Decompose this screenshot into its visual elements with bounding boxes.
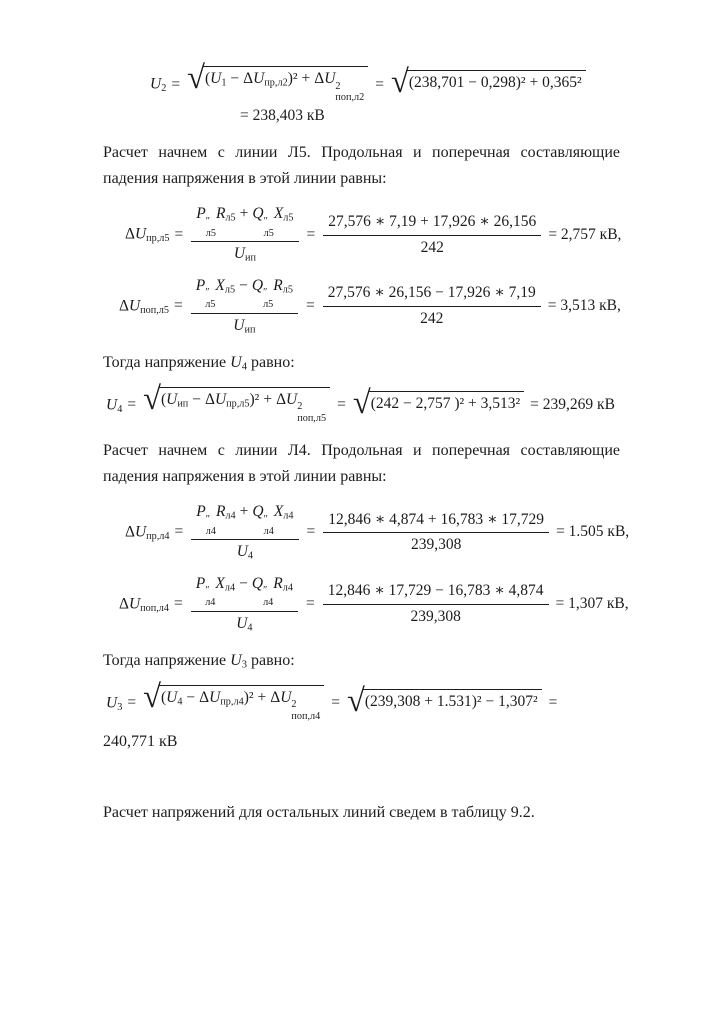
line-then-u3	[103, 648, 620, 675]
denominator	[191, 612, 298, 635]
var-du: U	[134, 523, 147, 541]
superscript: ″	[263, 585, 268, 597]
text: Тогда напряжение	[103, 354, 231, 372]
equals-sign: =	[173, 297, 183, 315]
var-u4: U	[230, 354, 242, 372]
minus-sign: −	[239, 574, 248, 592]
subscript: поп,л5	[140, 304, 169, 316]
denominator: 239,308	[410, 536, 462, 554]
numerator	[191, 204, 298, 242]
subscript: л4	[225, 510, 236, 522]
delta: Δ	[199, 688, 210, 706]
superscript: ″	[263, 287, 268, 299]
text: равно:	[246, 652, 295, 670]
fraction-numeric	[323, 283, 541, 330]
subscript: пр,л2	[264, 77, 288, 89]
radical-icon: √	[352, 385, 371, 422]
delta: Δ	[125, 225, 135, 243]
delta: Δ	[119, 595, 129, 612]
paren: (	[204, 70, 211, 87]
minus-sign: −	[230, 70, 240, 87]
equals-sign: =	[548, 694, 558, 712]
paragraph-line-l4: Расчет начнем с линии Л4. Продольная и поперечная составляющие падения напряжения в этой линии равны:	[103, 441, 620, 485]
var-p: P	[195, 276, 206, 294]
result-value: = 238,403 кВ	[240, 107, 325, 125]
result-value: 240,771 кВ	[103, 732, 178, 750]
subscript: л5	[224, 284, 236, 296]
subscript: 3	[117, 701, 123, 713]
numerator: 27,576 ∗ 26,156 − 17,926 ∗ 7,19	[323, 283, 541, 307]
equals-sign: =	[174, 523, 184, 541]
numerator	[191, 502, 298, 540]
equals-sign: =	[171, 75, 181, 93]
var-u: U	[236, 614, 248, 632]
var-du: U	[128, 297, 141, 315]
result-value: = 3,513 кВ,	[547, 297, 621, 315]
numerator: 12,846 ∗ 17,729 − 16,783 ∗ 4,874	[323, 581, 549, 605]
text: Тогда напряжение	[103, 652, 231, 670]
equation-u2-line2	[240, 106, 620, 127]
var-r: R	[215, 205, 226, 223]
numerator: 27,576 ∗ 7,19 + 17,926 ∗ 26,156	[323, 212, 541, 236]
var-du: U	[134, 225, 147, 243]
paren: (	[160, 688, 167, 706]
equals-sign: =	[127, 694, 137, 712]
subscript: ип	[177, 398, 189, 410]
var-u3: U	[230, 652, 242, 670]
equals-sign: =	[173, 595, 183, 612]
var-u2: U	[150, 75, 162, 93]
radical-icon: √	[346, 683, 365, 720]
paragraph-final: Расчет напряжений для остальных линий сведем в таблицу 9.2.	[103, 804, 535, 822]
subscript: 4	[241, 361, 247, 373]
subscript: л4	[263, 597, 274, 609]
sup-sub-stack	[263, 585, 273, 609]
sup-sub-stack	[264, 216, 274, 240]
superscript: 2	[335, 80, 341, 92]
equals-sign: =	[375, 75, 384, 93]
var-uip: U	[166, 390, 178, 408]
radicand: (242 − 2,757 )² + 3,513²	[369, 391, 524, 415]
radicand	[159, 387, 330, 425]
plus-sign: +	[301, 70, 311, 87]
delta: Δ	[276, 390, 287, 408]
sup-sub-stack	[206, 216, 216, 240]
radical-icon: √	[390, 64, 409, 101]
var-p: P	[196, 503, 206, 521]
subscript: пр,л5	[226, 398, 250, 410]
subscript: 4	[117, 404, 123, 415]
superscript: ″	[205, 585, 210, 597]
subscript: 4	[177, 696, 183, 708]
result-value: = 239,269 кВ	[530, 396, 615, 414]
result-value: = 1,307 кВ,	[555, 595, 629, 612]
fraction-numeric	[323, 510, 549, 557]
subscript: 4	[247, 550, 254, 562]
var-x: X	[215, 574, 225, 592]
equation-du-pr-l4	[125, 502, 630, 564]
subscript: поп,л5	[297, 413, 327, 425]
var-q: Q	[252, 503, 264, 521]
sup-sub-stack	[335, 81, 364, 105]
subscript: л5	[282, 284, 293, 296]
equals-sign: =	[306, 523, 316, 541]
equation-du-pop-l5	[119, 276, 620, 338]
paren: (	[160, 390, 167, 408]
paren-squared: )²	[249, 390, 260, 408]
equation-u2-line1	[150, 60, 620, 104]
line-then-u4	[103, 350, 620, 377]
var-q: Q	[251, 276, 264, 294]
equation-u3-line1	[106, 678, 620, 723]
superscript: 2	[291, 699, 297, 711]
subscript: поп,л2	[335, 92, 365, 104]
var-q: Q	[251, 574, 264, 592]
fraction-symbolic	[191, 502, 298, 564]
denominator	[191, 540, 298, 563]
var-p: P	[196, 205, 206, 223]
var-u: U	[233, 245, 246, 263]
delta: Δ	[119, 297, 129, 315]
var-r: R	[215, 503, 226, 521]
var-du: U	[209, 688, 221, 706]
numerator: 12,846 ∗ 4,874 + 16,783 ∗ 17,729	[323, 510, 549, 534]
subscript: л4	[205, 525, 216, 537]
sup-sub-stack	[291, 699, 320, 723]
subscript: л4	[282, 582, 293, 594]
fraction-numeric	[323, 581, 549, 628]
var-du: U	[214, 390, 227, 408]
subscript: л5	[225, 212, 236, 224]
equals-sign: =	[305, 595, 315, 612]
superscript: 2	[297, 401, 303, 413]
var-p: P	[195, 574, 206, 592]
equals-sign: =	[305, 297, 315, 315]
superscript: ″	[205, 215, 210, 227]
delta: Δ	[270, 688, 281, 706]
var-u4: U	[106, 396, 118, 414]
equation-du-pop-l4	[119, 574, 629, 636]
var-q: Q	[252, 205, 264, 223]
delta: Δ	[205, 390, 215, 408]
sup-sub-stack	[263, 287, 273, 311]
delta: Δ	[314, 70, 325, 87]
radicand	[159, 685, 324, 723]
subscript: л5	[205, 299, 216, 311]
result-value: = 1.505 кВ,	[556, 523, 630, 541]
equals-sign: =	[337, 396, 346, 414]
fraction-symbolic	[191, 276, 298, 338]
subscript: 3	[241, 659, 247, 671]
fraction-symbolic	[191, 574, 298, 636]
var-u3: U	[106, 694, 118, 712]
superscript: ″	[263, 215, 268, 227]
var-u1: U	[210, 70, 222, 87]
plus-sign: +	[257, 688, 267, 706]
subscript: л4	[224, 582, 236, 594]
denominator	[191, 242, 298, 265]
equation-u4	[106, 380, 620, 425]
delta: Δ	[125, 523, 135, 541]
superscript: ″	[205, 287, 210, 299]
minus-sign: −	[186, 688, 196, 706]
sup-sub-stack	[205, 585, 215, 609]
numerator	[191, 574, 298, 612]
minus-sign: −	[239, 276, 248, 294]
sup-sub-stack	[205, 287, 215, 311]
sqrt	[143, 678, 324, 723]
minus-sign: −	[192, 390, 201, 408]
subscript: ип	[245, 252, 256, 264]
var-x: X	[273, 503, 284, 521]
var-du: U	[253, 70, 265, 87]
var-u4: U	[166, 688, 178, 706]
radical-icon: √	[187, 60, 205, 96]
var-x: X	[273, 205, 284, 223]
paragraph-line-l5: Расчет начнем с линии Л5. Продольная и поперечная составляющие падения напряжения в этой линии равны:	[103, 144, 620, 187]
subscript: пр,л4	[220, 696, 244, 708]
sup-sub-stack	[264, 514, 274, 538]
subscript: ип	[244, 324, 256, 336]
equals-sign: =	[127, 396, 137, 414]
equals-sign: =	[331, 694, 340, 712]
result-value: = 2,757 кВ,	[548, 225, 622, 243]
text: равно:	[246, 354, 295, 372]
sqrt	[143, 380, 330, 425]
equals-sign: =	[174, 225, 184, 243]
sqrt	[187, 60, 368, 104]
var-du: U	[324, 70, 336, 87]
subscript: 2	[161, 83, 167, 95]
plus-sign: +	[263, 390, 273, 408]
subscript: поп,л4	[140, 602, 169, 614]
var-du: U	[286, 390, 298, 408]
radicand	[203, 66, 368, 104]
denominator: 239,308	[410, 607, 461, 625]
subscript: 1	[221, 77, 227, 89]
var-r: R	[273, 276, 283, 294]
radicand: (239,308 + 1.531)² − 1,307²	[363, 689, 542, 713]
subscript: л5	[263, 227, 274, 239]
equation-du-pr-l5	[125, 204, 620, 266]
subscript: л5	[283, 212, 294, 224]
fraction-numeric	[323, 212, 541, 259]
var-x: X	[215, 276, 225, 294]
radicand: (238,701 − 0,298)² + 0,365²	[407, 70, 586, 94]
var-u: U	[236, 543, 248, 561]
equation-u3-line2	[103, 731, 620, 753]
paren-squared: )²	[243, 688, 254, 706]
denominator: 242	[420, 310, 444, 328]
subscript: 4	[247, 622, 253, 634]
sqrt	[346, 683, 542, 720]
sup-sub-stack	[206, 514, 216, 538]
subscript: л4	[205, 597, 216, 609]
subscript: пр,л5	[146, 233, 170, 245]
var-u: U	[233, 316, 245, 334]
var-du: U	[128, 595, 141, 612]
sup-sub-stack	[297, 401, 326, 425]
subscript: пр,л4	[146, 531, 170, 543]
plus-sign: +	[239, 205, 249, 223]
radical-icon: √	[143, 678, 161, 715]
subscript: л4	[283, 510, 294, 522]
subscript: л4	[263, 525, 274, 537]
sqrt	[390, 64, 586, 101]
numerator	[191, 276, 298, 314]
var-du: U	[280, 688, 292, 706]
subscript: поп,л4	[291, 711, 321, 723]
plus-sign: +	[239, 503, 249, 521]
denominator	[191, 314, 298, 337]
subscript: л5	[263, 299, 274, 311]
delta: Δ	[243, 70, 254, 87]
subscript: л5	[205, 227, 216, 239]
superscript: ″	[205, 513, 210, 525]
radical-icon: √	[143, 380, 161, 417]
var-r: R	[273, 574, 283, 592]
denominator: 242	[420, 238, 444, 256]
paren-squared: )²	[287, 70, 298, 87]
fraction-symbolic	[191, 204, 298, 266]
equals-sign: =	[306, 225, 316, 243]
sqrt	[352, 385, 524, 422]
superscript: ″	[263, 513, 268, 525]
